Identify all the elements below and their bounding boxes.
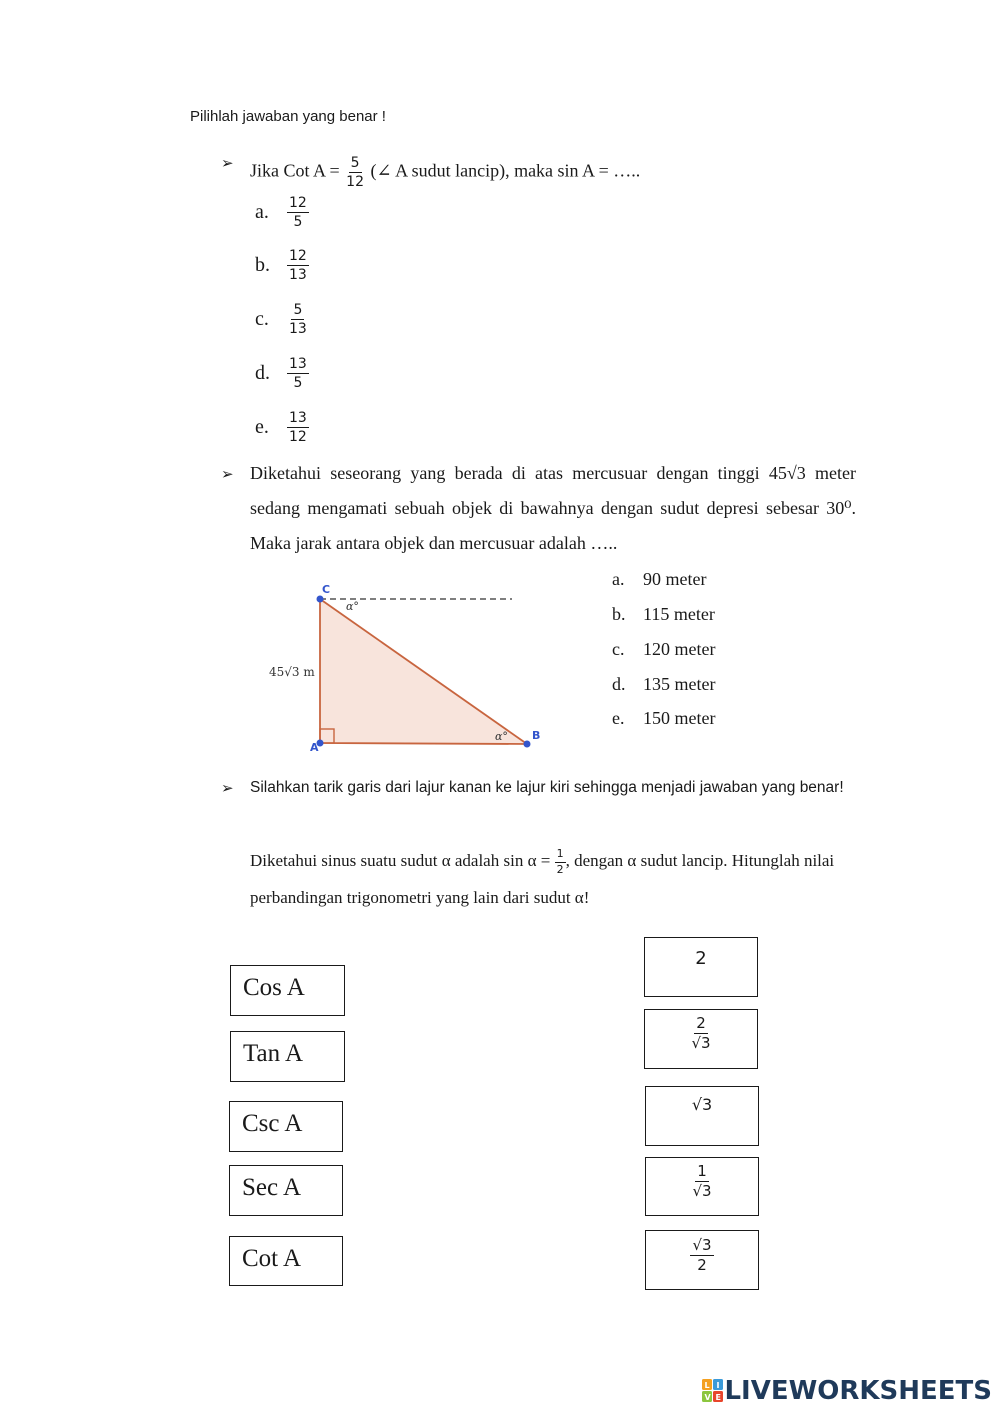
match-right-3[interactable]: √3 xyxy=(645,1086,759,1146)
label-b: B xyxy=(532,729,541,742)
svg-text:V: V xyxy=(704,1393,712,1402)
match-right-2[interactable]: $\frac{2}{√3}$ xyxy=(644,1009,758,1069)
q1-option-d[interactable]: d. $\frac{13}{5}$ xyxy=(255,356,307,392)
match-left-cos[interactable]: Cos A xyxy=(230,965,345,1016)
angle-top-label: α° xyxy=(346,600,359,613)
match-right-4[interactable]: $\frac{1}{√3}$ xyxy=(645,1157,759,1216)
triangle-figure xyxy=(260,578,550,758)
liveworksheets-logo-icon xyxy=(702,1379,724,1403)
side-length-label: 45√3 m xyxy=(269,665,315,679)
point-c xyxy=(317,596,324,603)
liveworksheets-logo xyxy=(702,1376,992,1406)
match-left-csc[interactable]: Csc A xyxy=(229,1101,343,1152)
match-right-5[interactable]: $\frac{√3}{2}$ xyxy=(645,1230,759,1290)
question-1-text: Jika Cot A = $\frac{5}{12}$ (∠ A sudut lancip), maka sin A = ….. xyxy=(250,155,641,191)
q2-option-e[interactable]: e. 150 meter xyxy=(612,708,716,728)
svg-text:L: L xyxy=(704,1381,711,1390)
question-1-fraction: $\frac{5}{12}$ xyxy=(346,155,364,191)
label-c: C xyxy=(322,583,331,596)
instruction-text: Pilihlah jawaban yang benar ! xyxy=(190,108,386,125)
q2-option-a[interactable]: a. 90 meter xyxy=(612,569,707,589)
q2-option-d[interactable]: d. 135 meter xyxy=(612,674,716,694)
triangle-shape xyxy=(320,599,527,744)
match-left-cot[interactable]: Cot A xyxy=(229,1236,343,1286)
point-b xyxy=(524,741,531,748)
match-left-tan[interactable]: Tan A xyxy=(230,1031,345,1082)
match-right-1[interactable]: 2 xyxy=(644,937,758,997)
bullet-icon: ➢ xyxy=(221,156,234,172)
liveworksheets-logo-text: LIVEWORKSHEETS xyxy=(724,1376,992,1406)
bullet-icon: ➢ xyxy=(221,781,234,797)
q2-option-b[interactable]: b. 115 meter xyxy=(612,604,715,624)
match-left-sec[interactable]: Sec A xyxy=(229,1165,343,1216)
sin-fraction: $\frac{1}{2}$ xyxy=(556,846,564,876)
q2-option-c[interactable]: c. 120 meter xyxy=(612,639,716,659)
question-3-text: Diketahui sinus suatu sudut α adalah sin α = $\frac{1}{2}$ , dengan α sudut lancip. Hitunglah nilai perbandingan trigonometri yang lain dari sudut α! xyxy=(250,846,835,907)
question-3-instruction: Silahkan tarik garis dari lajur kanan ke lajur kiri sehingga menjadi jawaban yang benar! xyxy=(250,779,844,796)
q1-option-a[interactable]: a. $\frac{12}{5}$ xyxy=(255,195,307,231)
svg-text:E: E xyxy=(715,1393,722,1402)
label-a: A xyxy=(310,741,319,754)
q1-option-c[interactable]: c. $\frac{5}{13}$ xyxy=(255,302,307,338)
q1-option-e[interactable]: e. $\frac{13}{12}$ xyxy=(255,410,307,446)
angle-bottom-label: α° xyxy=(495,730,508,743)
svg-text:I: I xyxy=(716,1381,720,1390)
q1-option-b[interactable]: b. $\frac{12}{13}$ xyxy=(255,248,307,284)
question-2-text: Diketahui seseorang yang berada di atas mercusuar dengan tinggi 45√3 meter sedang mengamati sebuah objek di bawahnya dengan sudut depresi sebesar 30⁰. Maka jarak antara objek dan mercusuar adalah ….. xyxy=(250,463,856,553)
bullet-icon: ➢ xyxy=(221,467,234,483)
